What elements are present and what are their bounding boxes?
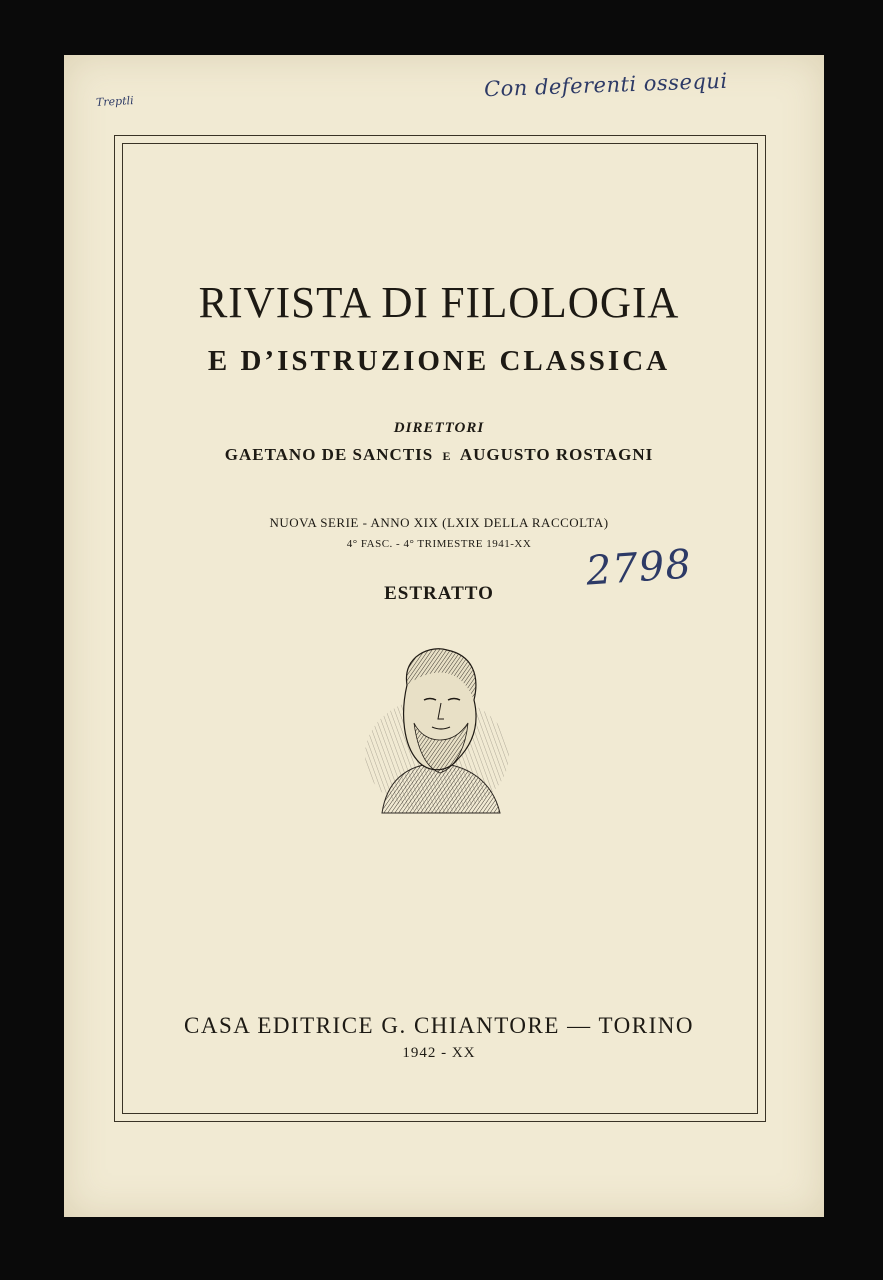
- cover-page: [64, 55, 824, 1217]
- handwritten-corner-note: Treptli: [95, 94, 134, 109]
- publication-year: 1942 - XX: [402, 1045, 476, 1061]
- director-1: GAETANO DE SANCTIS: [224, 445, 434, 464]
- series-line: NUOVA SERIE - ANNO XIX (LXIX DELLA RACCOLTA): [269, 515, 609, 530]
- directors-conjunction: E: [442, 449, 452, 463]
- directors-names: [114, 445, 764, 465]
- journal-subtitle: E D’ISTRUZIONE CLASSICA: [207, 345, 671, 377]
- handwritten-number: 2798: [584, 541, 694, 595]
- extract-label: ESTRATTO: [384, 583, 494, 604]
- homer-bust-engraving: [362, 645, 512, 815]
- issue-line: 4° FASC. - 4° TRIMESTRE 1941-XX: [346, 538, 532, 550]
- director-2: AUGUSTO ROSTAGNI: [459, 445, 654, 464]
- journal-title: RIVISTA DI FILOLOGIA: [198, 278, 680, 327]
- handwritten-dedication: Con deferenti ossequi: [483, 68, 728, 102]
- publisher-line: CASA EDITRICE G. CHIANTORE — TORINO: [184, 1013, 694, 1038]
- directors-label: DIRETTORI: [393, 420, 485, 436]
